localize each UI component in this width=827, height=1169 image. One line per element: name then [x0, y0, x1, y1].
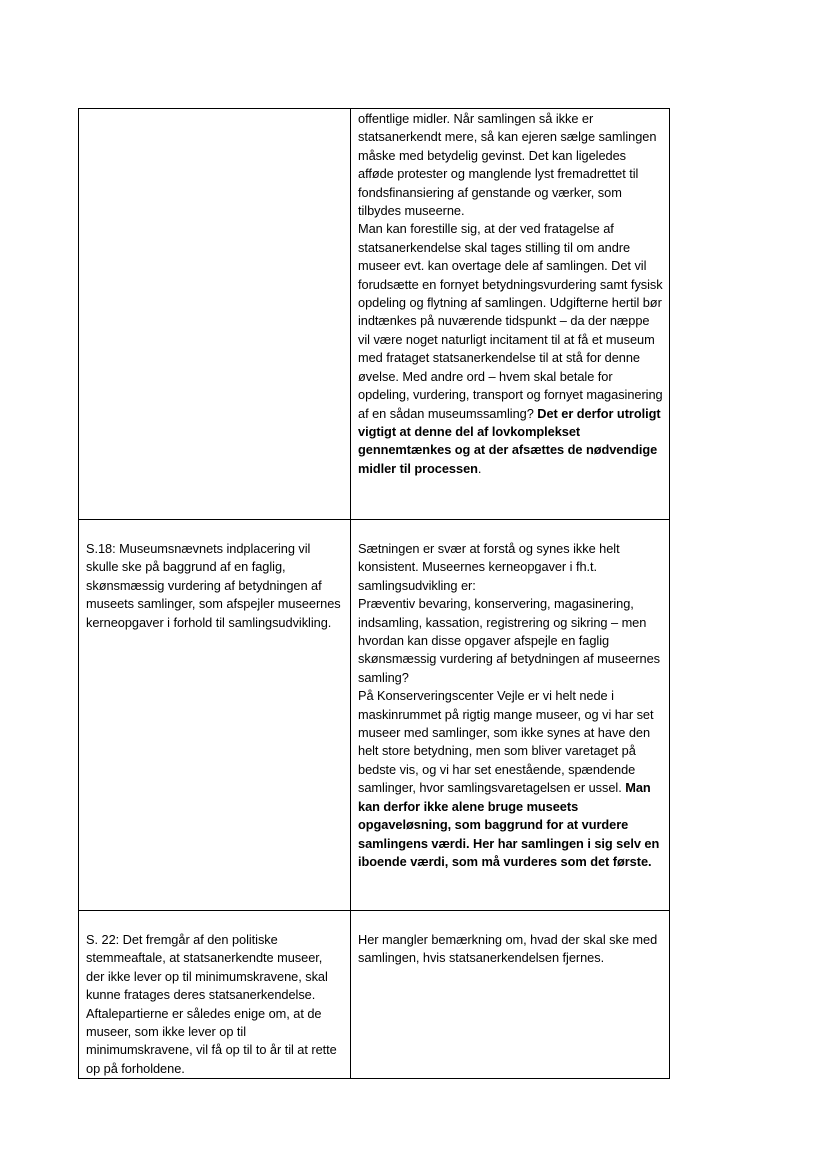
table-cell-comment [351, 911, 670, 1079]
table-cell-reference [79, 109, 351, 520]
comment-text-run: På Konserveringscenter Vejle er vi helt nede i maskinrummet på rigtig mange museer, og vi har set museer med samlinger, som ikke synes at have den helt store betydning, men som bliver varetaget på bedste vis, og vi har set enestående, spændende samlinger, hvor samlingsvaretagelsen er ussel. [358, 688, 654, 796]
reference-text: S.18: Museumsnævnets indplacering vil skulle ske på baggrund af en faglig, skønsmæssig vurdering af betydningen af museets samlinger, som afspejler museernes kerneopgaver i forhold til samlingsudvikling. [86, 541, 341, 630]
table-cell-comment [351, 109, 670, 520]
comment-paragraph [358, 220, 663, 478]
comment-text [351, 109, 669, 478]
table-cell-reference [79, 911, 351, 1079]
comment-paragraph: Præventiv bevaring, konservering, magasinering, indsamling, kassation, registrering og sikring – men hvordan kan disse opgaver afspejle en faglig skønsmæssig vurdering af betydningen af museernes samling? [358, 596, 660, 685]
comments-table [78, 108, 670, 1079]
comment-paragraph [358, 687, 663, 871]
table-row [79, 520, 670, 911]
table-row [79, 109, 670, 520]
table-row [79, 911, 670, 1079]
table-cell-reference [79, 520, 351, 911]
comment-text [351, 911, 669, 968]
comment-text-run: . [477, 460, 482, 476]
comment-text-run: Man kan forestille sig, at der ved fratagelse af statsanerkendelse skal tages stilling til om andre museer evt. kan overtage dele af samlingen. Det vil forudsætte en fornyet betydningsvurdering samt fysisk opdeling og flytning af samlingen. Udgifterne hertil bør indtænkes på nuværende tidspunkt – da der næppe vil være noget naturligt incitament til at få et museum med frataget statsanerkendelse til at stå for denne øvelse. Med andre ord – hvem skal betale for opdeling, vurdering, transport og fornyet magasinering af en sådan museumssamling? [358, 221, 663, 421]
comment-paragraph: Her mangler bemærkning om, hvad der skal ske med samlingen, hvis statsanerkendelsen fjernes. [358, 932, 658, 966]
comment-bold-text: Det er derfor utroligt vigtigt at denne del af lovkomplekset gennemtænkes og at der afsættes de nødvendige midler til processen [358, 405, 661, 476]
comment-bold-text: Man kan derfor ikke alene bruge museets opgaveløsning, som baggrund for at vurdere samlingens værdi. Her har samlingen i sig selv en iboende værdi, som må vurderes som det første. [358, 780, 660, 869]
comment-paragraph: Sætningen er svær at forstå og synes ikke helt konsistent. Museernes kerneopgaver i fh.t. samlingsudvikling er: [358, 541, 620, 593]
reference-text [79, 109, 350, 115]
comment-paragraph: offentlige midler. Når samlingen så ikke er statsanerkendt mere, så kan ejeren sælge samlingen måske med betydelig gevinst. Det kan ligeledes afføde protester og manglende lyst fremadrettet til fondsfinansiering af genstande og værker, som tilbydes museerne. [358, 111, 657, 219]
comment-text [351, 520, 669, 871]
table-cell-comment [351, 520, 670, 911]
reference-text: S. 22: Det fremgår af den politiske stemmeaftale, at statsanerkendte museer, der ikke lever op til minimumskravene, skal kunne fratages deres statsanerkendelse. Aftalepartierne er således enige om, at de museer, som ikke lever op til minimumskravene, vil få op til to år til at rette op på forholdene. [86, 932, 337, 1076]
